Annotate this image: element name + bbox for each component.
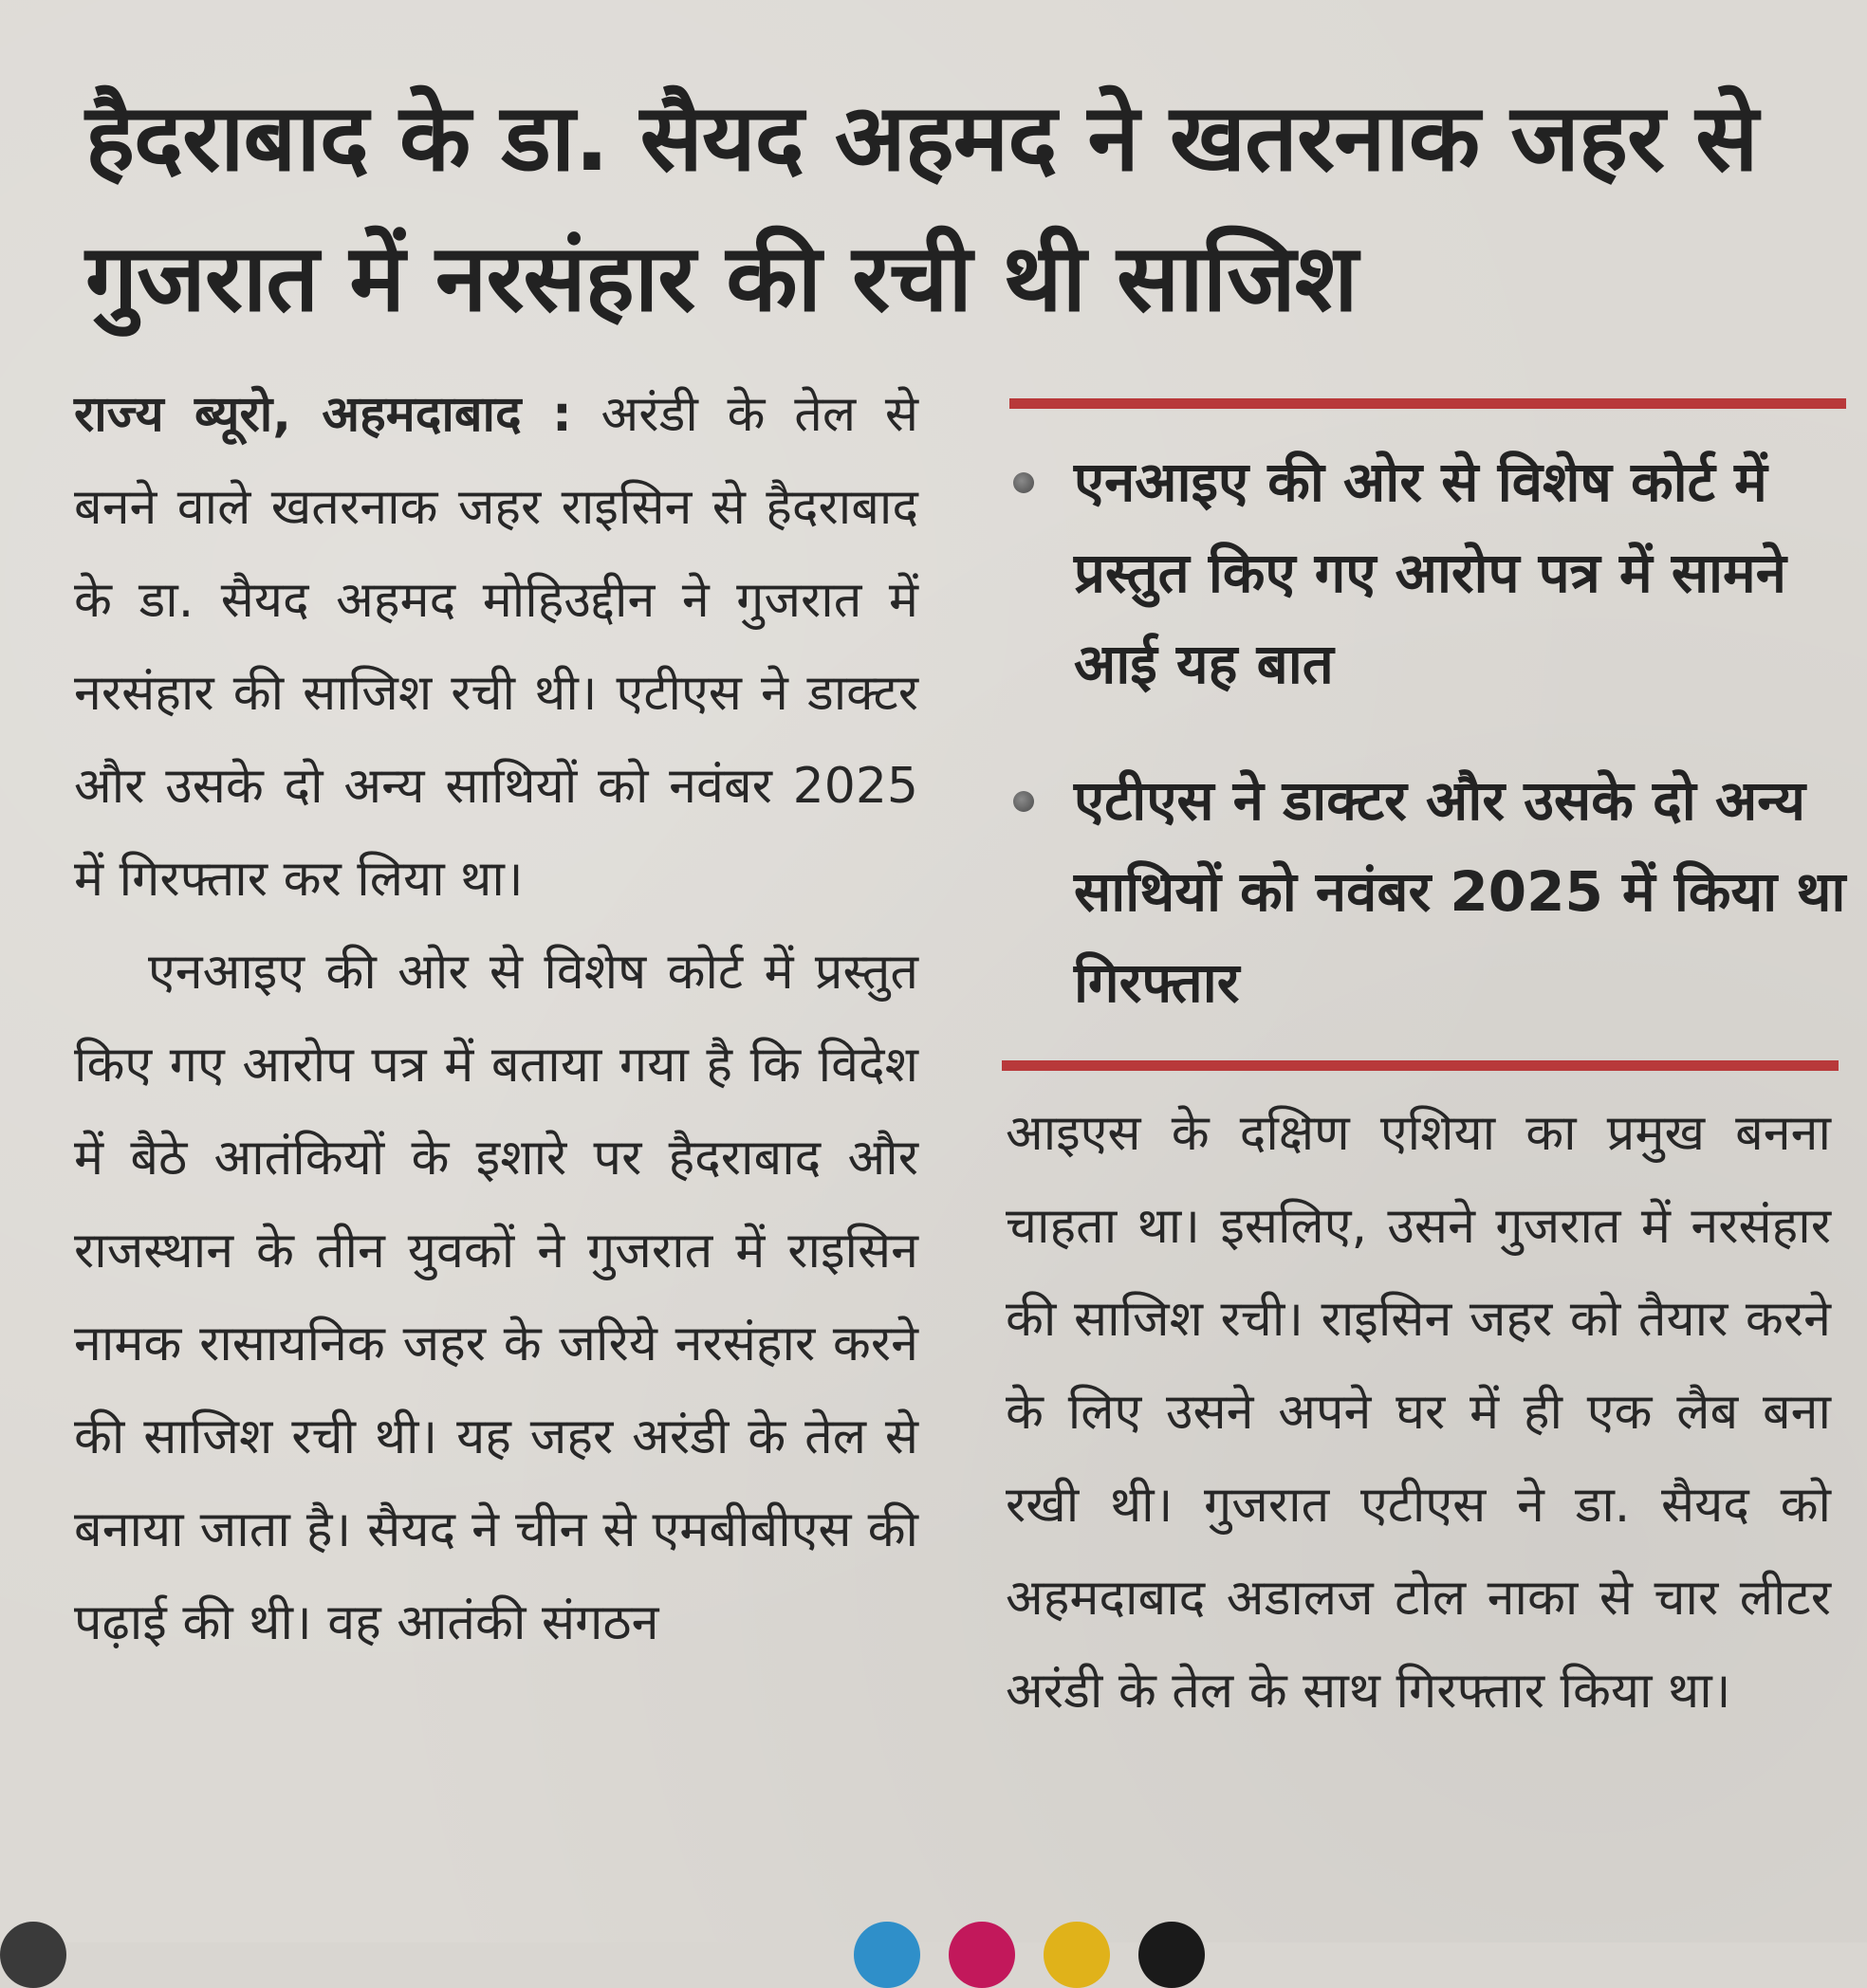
highlight-item	[1009, 436, 1846, 709]
highlight-text: एनआइए की ओर से विशेष कोर्ट में प्रस्तुत किए गए आरोप पत्र में सामने आई यह बात	[1074, 450, 1786, 696]
highlight-text: एटीएस ने डाक्टर और उसके दो अन्य साथियों को नवंबर 2025 में किया था गिरफ्तार	[1074, 768, 1846, 1015]
registration-dot-black	[1138, 1922, 1205, 1988]
bullet-icon	[1013, 472, 1034, 493]
article-left-column	[74, 368, 918, 1669]
article-paragraph-2: एनआइए की ओर से विशेष कोर्ट में प्रस्तुत किए गए आरोप पत्र में बताया गया है कि विदेश में बैठे आतंकियों के इशारे पर हैदराबाद और राजस्थान के तीन युवकों ने गुजरात में राइसिन नामक रासायनिक जहर के जरिये नरसंहार करने की साजिश रची थी। यह जहर अरंडी के तेल से बनाया जाता है। सैयद ने चीन से एमबीबीएस की पढ़ाई की थी। वह आतंकी संगठन	[74, 944, 918, 1651]
highlight-item	[1009, 755, 1846, 1028]
registration-dot-yellow	[1044, 1922, 1110, 1988]
article-paragraph-1	[74, 368, 918, 926]
registration-dot-magenta	[949, 1922, 1015, 1988]
article-paragraph-3: आइएस के दक्षिण एशिया का प्रमुख बनना चाहता था। इसलिए, उसने गुजरात में नरसंहार की साजिश रची। राइसिन जहर को तैयार करने के लिए उसने अपने घर में ही एक लैब बना रखी थी। गुजरात एटीएस ने डा. सैयद को अहमदाबाद अडालज टोल नाका से चार लीटर अरंडी के तेल के साथ गिरफ्तार किया था।	[1006, 1105, 1831, 1720]
registration-dot	[0, 1922, 66, 1988]
red-rule-top	[1009, 398, 1846, 409]
print-registration-marks	[0, 1916, 1867, 1942]
registration-dot-cyan	[854, 1922, 920, 1988]
headline: हैदराबाद के डा. सैयद अहमद ने खतरनाक जहर से गुजरात में नरसंहार की रची थी साजिश	[85, 84, 1758, 333]
bullet-icon	[1013, 791, 1034, 812]
red-rule-bottom	[1002, 1060, 1839, 1071]
article-right-column	[1006, 1087, 1831, 1738]
paragraph-1-text: अरंडी के तेल से बनने वाले खतरनाक जहर राइसिन से हैदराबाद के डा. सैयद अहमद मोहिउद्दीन ने गुजरात में नरसंहार की साजिश रची थी। एटीएस ने डाक्टर और उसके दो अन्य साथियों को नवंबर 2025 में गिरफ्तार कर लिया था।	[74, 386, 918, 908]
byline: राज्य ब्यूरो, अहमदाबाद :	[74, 386, 572, 443]
highlights-box	[1009, 398, 1846, 1068]
